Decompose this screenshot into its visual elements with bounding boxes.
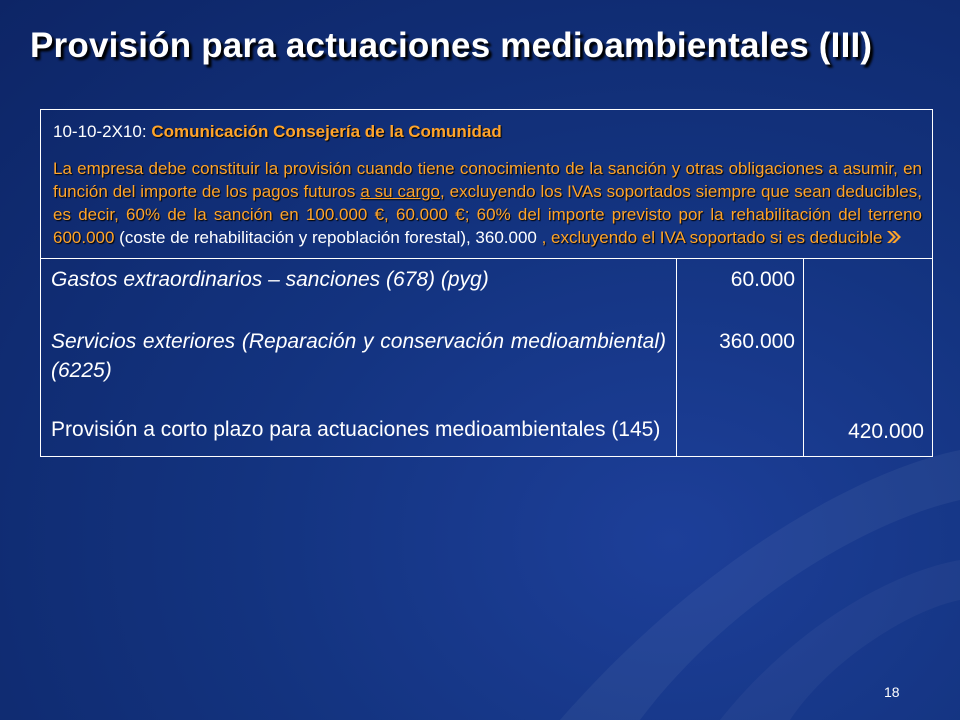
account-line-1: Gastos extraordinarios – sanciones (678) (pyg) (51, 267, 489, 291)
slide-number: 18 (884, 684, 900, 700)
note-text-1: La empresa debe constituir la provisión cuando tiene conocimiento de la sanción y otras obligaciones a asumir, en función del importe de los pagos futuros (53, 159, 922, 202)
entry-row (41, 258, 933, 456)
note-paragraph (53, 157, 922, 249)
note-header (53, 120, 922, 143)
debit-amount-2: 360.000 (719, 329, 795, 353)
account-line-2: Servicios exteriores (Reparación y conservación medioambiental) (6225) (51, 329, 666, 383)
accounts-cell (41, 258, 677, 456)
note-text-4: , excluyendo el IVA soportado si es deducible (541, 228, 883, 248)
note-cell (41, 110, 933, 259)
note-row (41, 110, 933, 259)
debit-amount-1: 60.000 (730, 267, 795, 291)
note-text-underlined: a su cargo (360, 182, 441, 202)
debit-cell (677, 258, 804, 456)
journal-table (40, 109, 933, 457)
page-title: Provisión para actuaciones medioambientales (III) (30, 26, 873, 65)
credit-cell (804, 258, 933, 456)
account-line-3: Provisión a corto plazo para actuaciones medioambientales (145) (51, 417, 661, 441)
note-text-2: , excluyendo los IVAs soportados siempre que sean deducibles, es decir, 60% de la sanción en 100.000 €, 60.000 €; 60% del importe previsto por la rehabilitación del terreno 600.000 (53, 182, 922, 248)
double-right-arrow-icon (886, 226, 902, 249)
note-text-3: (coste de rehabilitación y repoblación forestal), 360.000 (114, 228, 542, 248)
credit-amount-1: 420.000 (848, 419, 924, 443)
note-date: 10-10-2X10: (53, 122, 147, 141)
note-heading: Comunicación Consejería de la Comunidad (151, 122, 502, 141)
